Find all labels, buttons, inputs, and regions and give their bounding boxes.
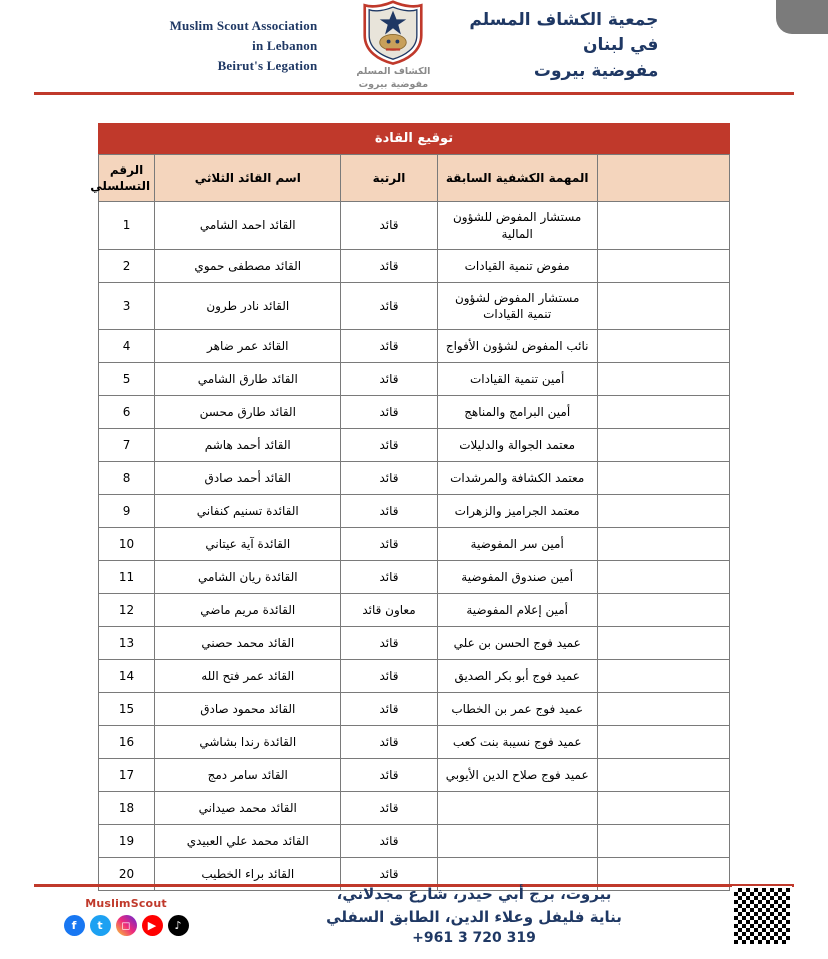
table-row: [99, 330, 730, 363]
cell-signature: [597, 759, 729, 792]
cell-index: 14: [99, 660, 155, 693]
table-row: [99, 282, 730, 329]
cell-task: عميد فوج الحسن بن علي: [437, 627, 597, 660]
table-row: [99, 825, 730, 858]
footer-address-line-2: بناية فليفل وعلاء الدين، الطابق السفلي: [326, 907, 622, 926]
cell-task: مستشار المفوض لشؤون تنمية القيادات: [437, 282, 597, 329]
cell-task: معتمد الجراميز والزهرات: [437, 495, 597, 528]
cell-name: القائد محمود صادق: [155, 693, 341, 726]
cell-rank: قائد: [341, 660, 437, 693]
table-row: [99, 396, 730, 429]
footer-brand-block: [36, 897, 216, 936]
column-header-rank: الرتبة: [341, 155, 437, 202]
cell-index: 9: [99, 495, 155, 528]
table-header-row: [99, 155, 730, 202]
table-body: [99, 202, 730, 891]
cell-rank: معاون قائد: [341, 594, 437, 627]
cell-name: القائد محمد علي العبيدي: [155, 825, 341, 858]
cell-index: 20: [99, 858, 155, 891]
header-divider: [34, 92, 794, 95]
cell-index: 13: [99, 627, 155, 660]
logo-caption-line-1: الكشاف المسلم: [356, 66, 431, 78]
cell-rank: قائد: [341, 396, 437, 429]
cell-task: عميد فوج صلاح الدين الأيوبي: [437, 759, 597, 792]
cell-rank: قائد: [341, 202, 437, 249]
header-ar-line-2: في لبنان: [583, 35, 659, 56]
cell-name: القائدة رندا بشاشي: [155, 726, 341, 759]
cell-signature: [597, 330, 729, 363]
leaders-signature-table: [90, 123, 730, 891]
cell-rank: قائد: [341, 792, 437, 825]
leaders-signature-table-wrapper: [90, 123, 730, 891]
cell-rank: قائد: [341, 858, 437, 891]
cell-index: 12: [99, 594, 155, 627]
table-row: [99, 249, 730, 282]
cell-index: 17: [99, 759, 155, 792]
cell-signature: [597, 202, 729, 249]
cell-name: القائدة آية عيتاني: [155, 528, 341, 561]
cell-name: القائد عمر ضاهر: [155, 330, 341, 363]
cell-signature: [597, 693, 729, 726]
cell-index: 2: [99, 249, 155, 282]
cell-signature: [597, 363, 729, 396]
qr-code-icon[interactable]: [732, 886, 792, 946]
cell-index: 8: [99, 462, 155, 495]
cell-index: 15: [99, 693, 155, 726]
table-row: [99, 660, 730, 693]
cell-name: القائدة مريم ماضي: [155, 594, 341, 627]
header-en-line-1: Muslim Scout Association: [169, 17, 318, 33]
cell-signature: [597, 396, 729, 429]
cell-rank: قائد: [341, 429, 437, 462]
cell-rank: قائد: [341, 330, 437, 363]
cell-name: القائد طارق محسن: [155, 396, 341, 429]
cell-index: 11: [99, 561, 155, 594]
cell-name: القائدة ريان الشامي: [155, 561, 341, 594]
cell-task: أمين إعلام المفوضية: [437, 594, 597, 627]
cell-rank: قائد: [341, 825, 437, 858]
cell-name: القائد مصطفى حموي: [155, 249, 341, 282]
cell-task: عميد فوج عمر بن الخطاب: [437, 693, 597, 726]
cell-signature: [597, 462, 729, 495]
cell-signature: [597, 825, 729, 858]
cell-index: 19: [99, 825, 155, 858]
column-header-signature: [597, 155, 729, 202]
cell-index: 5: [99, 363, 155, 396]
cell-name: القائدة تسنيم كنفاني: [155, 495, 341, 528]
table-row: [99, 594, 730, 627]
table-row: [99, 462, 730, 495]
cell-task: مفوض تنمية القيادات: [437, 249, 597, 282]
cell-name: القائد سامر دمج: [155, 759, 341, 792]
cell-task: معتمد الجوالة والدليلات: [437, 429, 597, 462]
cell-task: أمين تنمية القيادات: [437, 363, 597, 396]
header-arabic-title: [469, 8, 658, 85]
cell-signature: [597, 660, 729, 693]
cell-rank: قائد: [341, 462, 437, 495]
table-row: [99, 429, 730, 462]
cell-task: نائب المفوض لشؤون الأفواج: [437, 330, 597, 363]
footer-phone: +961 3 720 319: [412, 930, 536, 946]
cell-name: القائد محمد صيداني: [155, 792, 341, 825]
cell-name: القائد عمر فتح الله: [155, 660, 341, 693]
cell-task: [437, 792, 597, 825]
cell-signature: [597, 528, 729, 561]
cell-signature: [597, 495, 729, 528]
cell-rank: قائد: [341, 282, 437, 329]
table-row: [99, 792, 730, 825]
scout-shield-icon: [357, 0, 429, 65]
facebook-icon[interactable]: f: [64, 915, 85, 936]
table-row: [99, 363, 730, 396]
logo-caption-line-2: مفوضية بيروت: [358, 79, 429, 91]
header-ar-line-1: جمعية الكشاف المسلم: [469, 9, 659, 30]
cell-signature: [597, 726, 729, 759]
cell-index: 10: [99, 528, 155, 561]
table-row: [99, 528, 730, 561]
table-row: [99, 693, 730, 726]
cell-rank: قائد: [341, 363, 437, 396]
youtube-icon[interactable]: ▶: [142, 915, 163, 936]
cell-index: 3: [99, 282, 155, 329]
cell-signature: [597, 627, 729, 660]
cell-name: القائد محمد حصني: [155, 627, 341, 660]
table-row: [99, 759, 730, 792]
footer-address-line-1: بيروت، برج أبي حيدر، شارع مجدلاني،: [336, 885, 612, 903]
table-row: [99, 627, 730, 660]
cell-signature: [597, 561, 729, 594]
cell-task: أمين صندوق المفوضية: [437, 561, 597, 594]
cell-rank: قائد: [341, 759, 437, 792]
logo-caption: [356, 66, 430, 92]
document-footer: [0, 879, 828, 959]
cell-name: القائد نادر طرون: [155, 282, 341, 329]
cell-rank: قائد: [341, 495, 437, 528]
cell-signature: [597, 249, 729, 282]
cell-index: 16: [99, 726, 155, 759]
table-row: [99, 561, 730, 594]
cell-signature: [597, 429, 729, 462]
cell-index: 1: [99, 202, 155, 249]
cell-name: القائد أحمد هاشم: [155, 429, 341, 462]
social-links: [64, 915, 189, 936]
cell-rank: قائد: [341, 627, 437, 660]
cell-task: معتمد الكشافة والمرشدات: [437, 462, 597, 495]
table-row: [99, 202, 730, 249]
column-header-name: اسم القائد الثلاثي: [155, 155, 341, 202]
cell-rank: قائد: [341, 693, 437, 726]
cell-task: عميد فوج نسيبة بنت كعب: [437, 726, 597, 759]
cell-task: عميد فوج أبو بكر الصديق: [437, 660, 597, 693]
cell-rank: قائد: [341, 726, 437, 759]
document-header: [0, 0, 828, 91]
cell-index: 6: [99, 396, 155, 429]
cell-name: القائد احمد الشامي: [155, 202, 341, 249]
tiktok-icon[interactable]: ♪: [168, 915, 189, 936]
table-title: توقيع القادة: [98, 123, 730, 154]
cell-rank: قائد: [341, 528, 437, 561]
cell-rank: قائد: [341, 561, 437, 594]
cell-name: القائد أحمد صادق: [155, 462, 341, 495]
cell-signature: [597, 792, 729, 825]
column-header-index: الرقم التسلسلي: [99, 155, 155, 202]
footer-address: [216, 883, 732, 949]
header-ar-line-3: مفوضية بيروت: [533, 60, 659, 81]
cell-signature: [597, 282, 729, 329]
cell-index: 7: [99, 429, 155, 462]
cell-signature: [597, 594, 729, 627]
table-head: [90, 155, 730, 202]
cell-rank: قائد: [341, 249, 437, 282]
cell-task: أمين سر المفوضية: [437, 528, 597, 561]
header-en-line-3: Beirut's Legation: [217, 58, 318, 74]
footer-brand-label: MuslimScout: [85, 896, 167, 910]
cell-task: مستشار المفوض للشؤون المالية: [437, 202, 597, 249]
header-en-line-2: in Lebanon: [252, 37, 318, 53]
organization-logo: [341, 0, 445, 92]
table-row: [99, 726, 730, 759]
cell-name: القائد براء الخطيب: [155, 858, 341, 891]
instagram-icon[interactable]: ◻: [116, 915, 137, 936]
column-header-task: المهمة الكشفية السابقة: [437, 155, 597, 202]
cell-task: أمين البرامج والمناهج: [437, 396, 597, 429]
cell-task: [437, 825, 597, 858]
cell-name: القائد طارق الشامي: [155, 363, 341, 396]
table-row: [99, 495, 730, 528]
twitter-icon[interactable]: t: [90, 915, 111, 936]
cell-index: 4: [99, 330, 155, 363]
header-english-title: [170, 16, 318, 76]
cell-index: 18: [99, 792, 155, 825]
